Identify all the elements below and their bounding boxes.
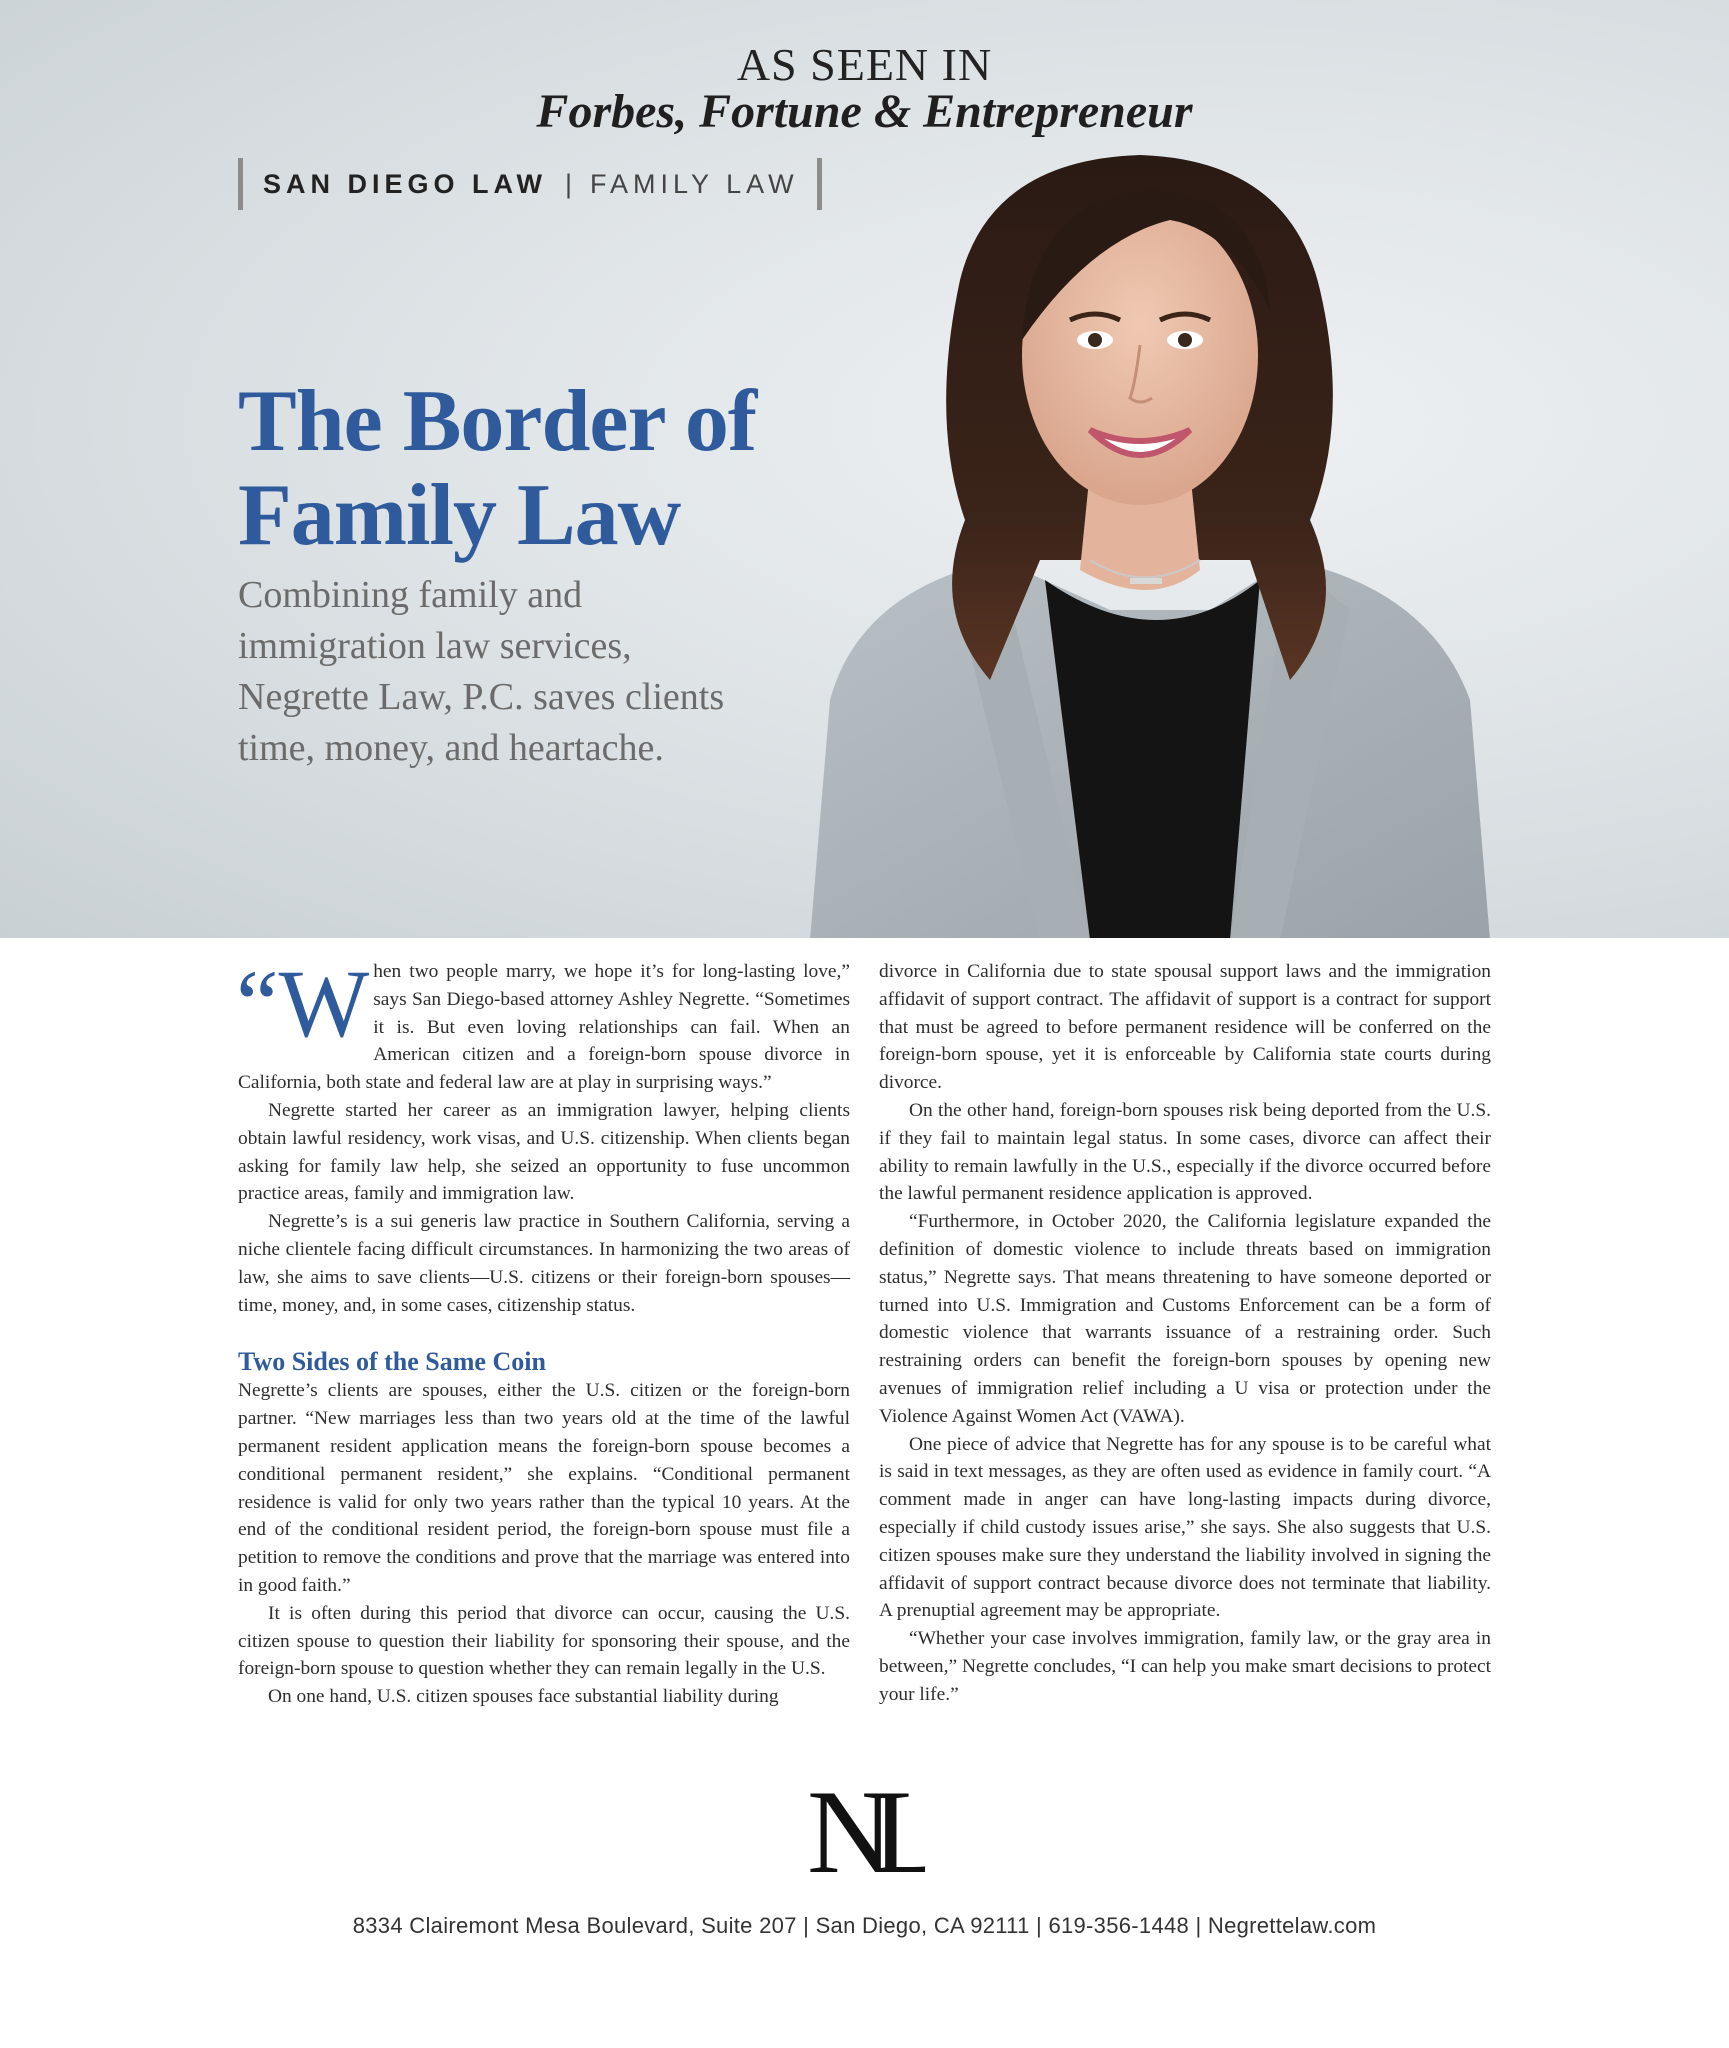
negrette-law-logo: [805, 1780, 925, 1880]
article-column-right: [879, 958, 1491, 1709]
attorney-portrait: [790, 140, 1490, 938]
article-paragraph: It is often during this period that divorce can occur, causing the U.S. citizen spouse to question their liability for sponsoring their spouse, and the foreign-born spouse to question whether they can remain legally in the U.S.: [238, 1602, 850, 1680]
article-subhead: Two Sides of the Same Coin: [238, 1347, 546, 1377]
article-paragraph: On the other hand, foreign-born spouses risk being deported from the U.S. if they fail to maintain legal status. In some cases, divorce can affect their ability to remain lawfully in the U.S., especially if the divorce occurred before the lawful permanent residence application is approved.: [879, 1099, 1491, 1205]
article-paragraph: Negrette’s clients are spouses, either the U.S. citizen or the foreign-born partner. “New marriages less than two years old at the time of the lawful permanent resident application means the foreign-born spouse becomes a conditional permanent resident,” she explains. “Conditional permanent residence is valid for only two years rather than the typical 10 years. At the end of the conditional resident period, the foreign-born spouse must file a petition to remove the conditions and prove that the marriage was entered into in good faith.”: [238, 1380, 850, 1596]
section-primary: SAN DIEGO LAW: [263, 168, 548, 199]
deck-subtitle: Combining family and immigration law services, Negrette Law, P.C. saves clients time, money, and heartache.: [238, 574, 725, 769]
paragraph-1-text: hen two people marry, we hope it’s for long-lasting love,” says San Diego-based attorney Ashley Negrette. “Sometimes it is. But even loving relationships can fail. When an American citizen and a foreign-born spouse divorce in California, both state and federal law are at play in surprising ways.”: [238, 961, 850, 1094]
hero-section: [0, 0, 1729, 938]
section-tag: [238, 158, 822, 210]
dropcap-letter: W: [278, 950, 370, 1057]
article-paragraph: [236, 950, 850, 1097]
article-column-left: [236, 950, 850, 1711]
article-paragraph: One piece of advice that Negrette has for any spouse is to be careful what is said in text messages, as they are often used as evidence in family court. “A comment made in anger can have long-lasting impacts during divorce, especially if child custody issues arise,” she says. She also suggests that U.S. citizen spouses make sure they understand the liability involved in signing the affidavit of support contract because divorce does not terminate that liability. A prenuptial agreement may be appropriate.: [879, 1433, 1491, 1622]
opening-quote-mark: “: [236, 950, 279, 1057]
article-paragraph: “Furthermore, in October 2020, the California legislature expanded the definition of domestic violence to include threats based on immigration status,” Negrette says. That means threatening to have someone deported or turned into U.S. Immigration and Customs Enforcement can be a form of domestic violence that warrants issuance of a restraining order. Such restraining orders can benefit the foreign-born spouses by opening new avenues of immigration relief including a U visa or protection under the Violence Against Women Act (VAWA).: [879, 1211, 1491, 1427]
dropcap: [236, 950, 370, 1057]
article-paragraph: Negrette started her career as an immigration lawyer, helping clients obtain lawful residency, work visas, and U.S. citizenship. When clients began asking for family law help, she seized an opportunity to fuse uncommon practice areas, family and immigration law.: [238, 1099, 850, 1205]
headline: [238, 375, 858, 563]
as-seen-in-label: AS SEEN IN: [736, 39, 993, 90]
footer-address: 8334 Clairemont Mesa Boulevard, Suite 207 | San Diego, CA 92111 | 619-356-1448 | Negrettelaw.com: [352, 1913, 1377, 1938]
headline-line-2: Family Law: [238, 467, 681, 564]
logo-text: NL: [807, 1780, 923, 1880]
section-separator: |: [565, 168, 573, 199]
article-paragraph: Negrette’s is a sui generis law practice in Southern California, serving a niche clientele facing difficult circumstances. In harmonizing the two areas of law, she aims to save clients—U.S. citizens or their foreign-born spouses—time, money, and, in some cases, citizenship status.: [238, 1211, 850, 1316]
article-paragraph: On one hand, U.S. citizen spouses face substantial liability during: [268, 1686, 779, 1708]
headline-line-1: The Border of: [238, 373, 757, 470]
section-secondary: FAMILY LAW: [590, 168, 799, 199]
article-paragraph: divorce in California due to state spousal support laws and the immigration affidavit of support contract. The affidavit of support is a contract for support that must be agreed to before permanent residence will be conferred on the foreign-born spouse, yet it is enforceable by California state courts during divorce.: [879, 961, 1491, 1094]
article-paragraph: “Whether your case involves immigration, family law, or the gray area in between,” Negrette concludes, “I can help you make smart decisions to protect your life.”: [879, 1628, 1491, 1705]
publications-list: Forbes, Fortune & Entrepreneur: [536, 85, 1193, 138]
